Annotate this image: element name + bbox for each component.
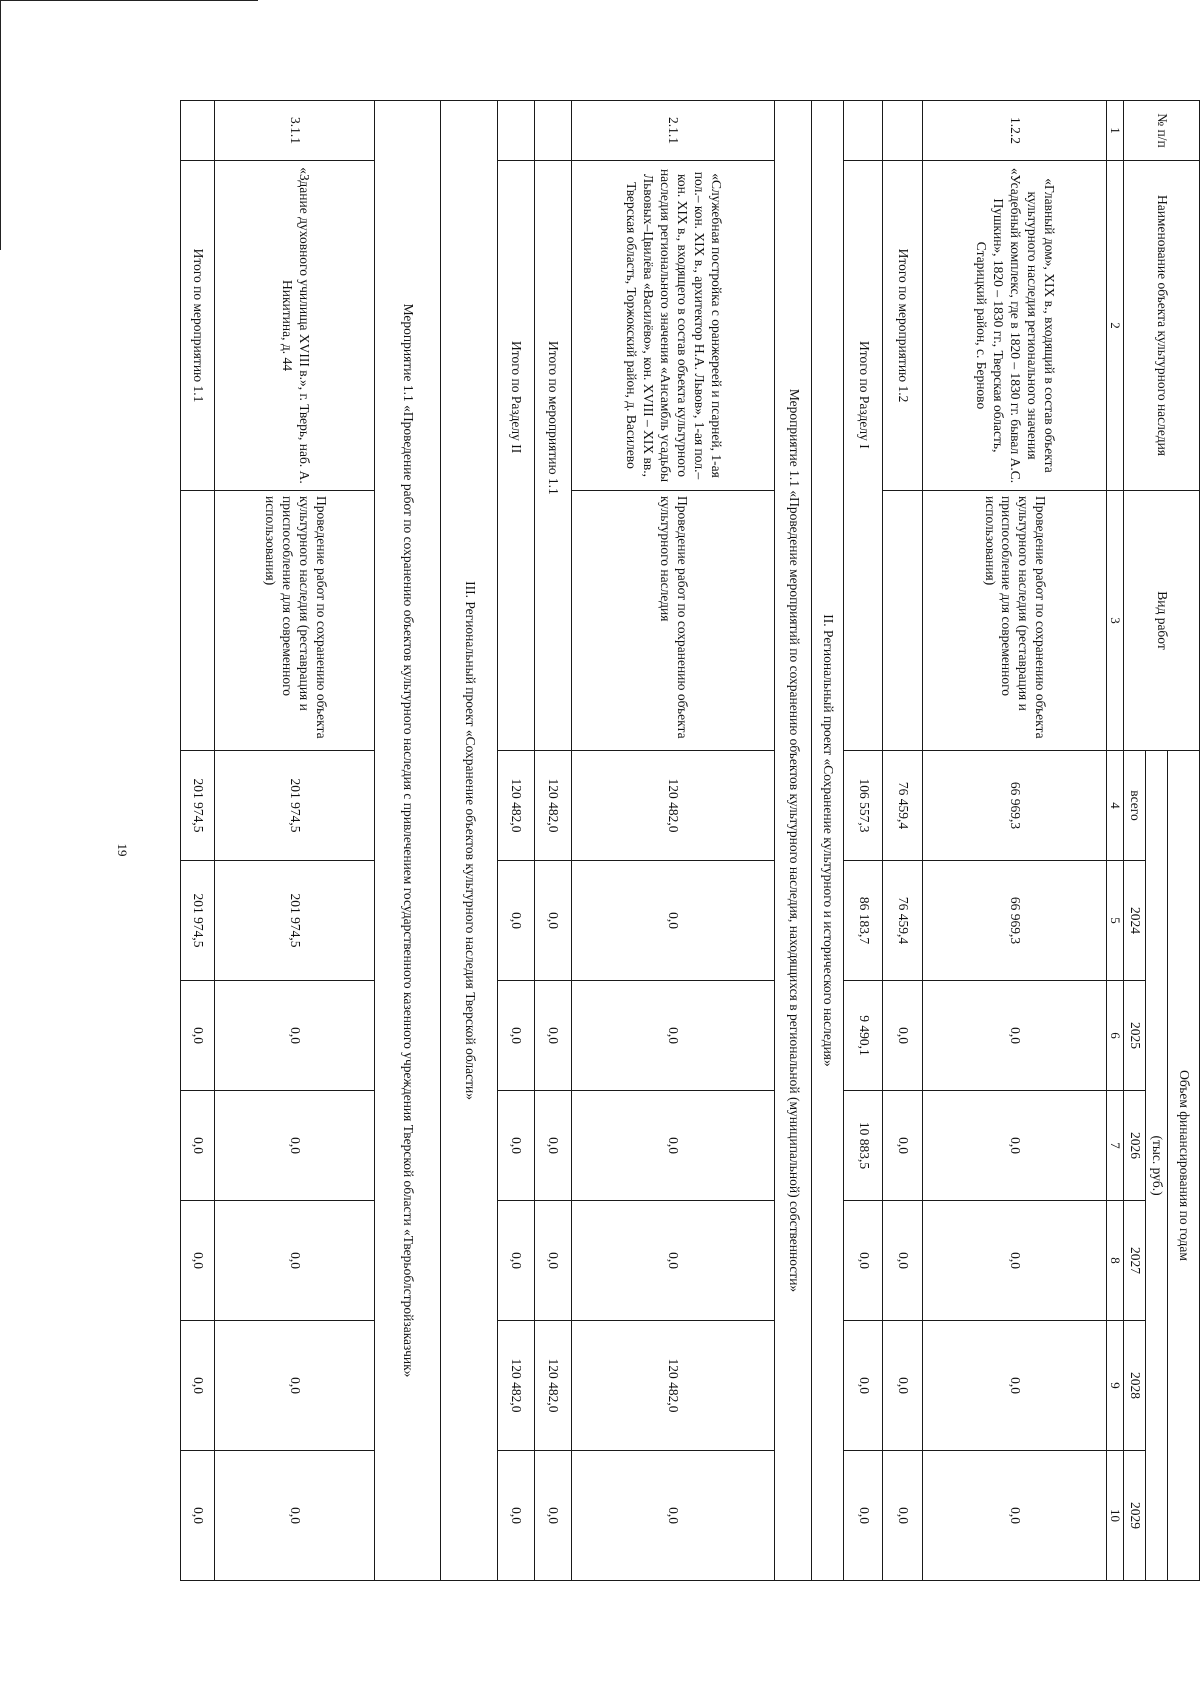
value-2025: 0,0 bbox=[181, 981, 216, 1091]
value-2026: 0,0 bbox=[534, 1091, 571, 1201]
subtotal-label: Итого по мероприятию 1.2 bbox=[883, 161, 922, 491]
value-2027: 0,0 bbox=[922, 1201, 1106, 1321]
column-number: 3 bbox=[1107, 491, 1124, 751]
empty-cell bbox=[883, 491, 922, 751]
value-2028: 0,0 bbox=[844, 1321, 883, 1451]
column-number: 2 bbox=[1107, 161, 1124, 491]
section-row bbox=[775, 101, 812, 1581]
value-2029: 0,0 bbox=[883, 1451, 922, 1581]
column-number: 10 bbox=[1107, 1451, 1124, 1581]
empty-cell bbox=[181, 491, 216, 751]
value-total: 120 482,0 bbox=[497, 751, 534, 861]
value-2026: 0,0 bbox=[883, 1091, 922, 1201]
column-number: 4 bbox=[1107, 751, 1124, 861]
value-2029: 0,0 bbox=[844, 1451, 883, 1581]
value-2029: 0,0 bbox=[534, 1451, 571, 1581]
empty-cell bbox=[497, 101, 534, 161]
empty-cell bbox=[844, 101, 883, 161]
value-2026: 0,0 bbox=[215, 1091, 375, 1201]
rotated-document bbox=[180, 100, 1200, 1580]
value-2024: 76 459,4 bbox=[883, 861, 922, 981]
empty-cell bbox=[534, 101, 571, 161]
value-2026: 0,0 bbox=[497, 1091, 534, 1201]
header-work: Вид работ bbox=[1124, 491, 1200, 751]
table-row bbox=[883, 101, 922, 1581]
heritage-object-name: «Главный дом», XIX в., входящий в состав объекта культурного наследия регионального значения «Усадебный комплекс, где в 1820 – 1830 гг. бывал А.С. Пушкин», 1820 – 1830 гг., Тверская область, Старицкий район, с. Берново bbox=[922, 161, 1106, 491]
value-2025: 0,0 bbox=[215, 981, 375, 1091]
row-number: 3.1.1 bbox=[215, 101, 375, 161]
value-total: 120 482,0 bbox=[571, 751, 775, 861]
measure-title: Мероприятие 1.1 «Проведение мероприятий по сохранению объектов культурного наследия, находящихся в региональной (муниципальной) собственности» bbox=[775, 101, 812, 1581]
table-row bbox=[922, 101, 1106, 1581]
work-type: Проведение работ по сохранению объекта культурного наследия (реставрация и приспособление для современного использования) bbox=[922, 491, 1106, 751]
total-label: Итого по Разделу II bbox=[497, 161, 534, 751]
subtotal-label: Итого по мероприятию 1.1 bbox=[181, 161, 216, 491]
header-funding: Объем финансирования по годам bbox=[1168, 751, 1200, 1581]
table-row bbox=[215, 101, 375, 1581]
value-2029: 0,0 bbox=[922, 1451, 1106, 1581]
table-row bbox=[497, 101, 534, 1581]
value-2025: 9 490,1 bbox=[844, 981, 883, 1091]
row-number: 1.2.2 bbox=[922, 101, 1106, 161]
value-2026: 0,0 bbox=[181, 1091, 216, 1201]
value-2026: 10 883,5 bbox=[844, 1091, 883, 1201]
scan-edge-line bbox=[0, 0, 1, 250]
header-year: 2026 bbox=[1124, 1091, 1146, 1201]
value-2024: 86 183,7 bbox=[844, 861, 883, 981]
value-total: 201 974,5 bbox=[215, 751, 375, 861]
value-total: 106 557,3 bbox=[844, 751, 883, 861]
header-year: 2028 bbox=[1124, 1321, 1146, 1451]
heritage-object-name: «Здание духовного училища XVIII в.», г. Тверь, наб. А. Никитина, д. 44 bbox=[215, 161, 375, 491]
value-2024: 0,0 bbox=[497, 861, 534, 981]
value-total: 76 459,4 bbox=[883, 751, 922, 861]
work-type: Проведение работ по сохранению объекта культурного наследия (реставрация и приспособление для современного использования) bbox=[215, 491, 375, 751]
section-row bbox=[441, 101, 497, 1581]
funding-table bbox=[180, 100, 1200, 1581]
value-2024: 0,0 bbox=[534, 861, 571, 981]
total-label: Итого по Разделу I bbox=[844, 161, 883, 751]
empty-cell bbox=[181, 101, 216, 161]
value-2027: 0,0 bbox=[215, 1201, 375, 1321]
scan-edge-line bbox=[0, 0, 258, 1]
value-2028: 120 482,0 bbox=[497, 1321, 534, 1451]
table-row bbox=[181, 101, 216, 1581]
value-2024: 201 974,5 bbox=[215, 861, 375, 981]
heritage-object-name: «Служебная постройка с оранжереей и псарней, 1-ая пол.– кон. XIX в., архитектор Н.А. Львов», 1-ая пол.– кон. XIX в., входящего в состав объекта культурного наследия регионального значения «Ансамбль усадьбы Львовых–Цвилёва «Василёво», кон. XVIII – XIX вв., Тверская область, Торжокский район, д. Василево bbox=[571, 161, 775, 491]
value-2026: 0,0 bbox=[922, 1091, 1106, 1201]
value-2027: 0,0 bbox=[844, 1201, 883, 1321]
value-2024: 0,0 bbox=[571, 861, 775, 981]
value-total: 120 482,0 bbox=[534, 751, 571, 861]
subtotal-label: Итого по мероприятию 1.1 bbox=[534, 161, 571, 751]
column-number: 9 bbox=[1107, 1321, 1124, 1451]
value-2028: 0,0 bbox=[215, 1321, 375, 1451]
measure-title: Мероприятие 1.1 «Проведение работ по сохранению объектов культурного наследия с привлечением государственного казенного учреждения Тверской области «Тверьоблстройзаказчик» bbox=[375, 101, 441, 1581]
value-2029: 0,0 bbox=[497, 1451, 534, 1581]
table-row bbox=[534, 101, 571, 1581]
value-2025: 0,0 bbox=[883, 981, 922, 1091]
section-row bbox=[375, 101, 441, 1581]
value-total: 66 969,3 bbox=[922, 751, 1106, 861]
header-year: 2027 bbox=[1124, 1201, 1146, 1321]
header-num: № п/п bbox=[1124, 101, 1200, 161]
row-number: 2.1.1 bbox=[571, 101, 775, 161]
value-2027: 0,0 bbox=[497, 1201, 534, 1321]
table-row bbox=[571, 101, 775, 1581]
value-2024: 66 969,3 bbox=[922, 861, 1106, 981]
value-2025: 0,0 bbox=[534, 981, 571, 1091]
value-2025: 0,0 bbox=[922, 981, 1106, 1091]
header-year: 2024 bbox=[1124, 861, 1146, 981]
value-2027: 0,0 bbox=[181, 1201, 216, 1321]
section-row bbox=[812, 101, 844, 1581]
value-2024: 201 974,5 bbox=[181, 861, 216, 981]
header-name: Наименование объекта культурного наследия bbox=[1124, 161, 1200, 491]
header-year: 2025 bbox=[1124, 981, 1146, 1091]
work-type: Проведение работ по сохранению объекта культурного наследия bbox=[571, 491, 775, 751]
value-2026: 0,0 bbox=[571, 1091, 775, 1201]
empty-cell bbox=[883, 101, 922, 161]
value-2027: 0,0 bbox=[883, 1201, 922, 1321]
value-2025: 0,0 bbox=[571, 981, 775, 1091]
value-2028: 0,0 bbox=[181, 1321, 216, 1451]
column-number: 5 bbox=[1107, 861, 1124, 981]
column-number: 6 bbox=[1107, 981, 1124, 1091]
value-2027: 0,0 bbox=[534, 1201, 571, 1321]
section-title: III. Региональный проект «Сохранение объектов культурного наследия Тверской области» bbox=[441, 101, 497, 1581]
header-unit: (тыс. руб.) bbox=[1146, 751, 1168, 1581]
column-number: 1 bbox=[1107, 101, 1124, 161]
value-2029: 0,0 bbox=[571, 1451, 775, 1581]
value-2028: 0,0 bbox=[883, 1321, 922, 1451]
value-2029: 0,0 bbox=[181, 1451, 216, 1581]
table-row bbox=[844, 101, 883, 1581]
value-2027: 0,0 bbox=[571, 1201, 775, 1321]
value-2028: 120 482,0 bbox=[534, 1321, 571, 1451]
column-number: 8 bbox=[1107, 1201, 1124, 1321]
value-2025: 0,0 bbox=[497, 981, 534, 1091]
header-total: всего bbox=[1124, 751, 1146, 861]
section-title: II. Региональный проект «Сохранение культурного и исторического наследия» bbox=[812, 101, 844, 1581]
header-year: 2029 bbox=[1124, 1451, 1146, 1581]
value-2029: 0,0 bbox=[215, 1451, 375, 1581]
page-number: 19 bbox=[115, 843, 130, 857]
value-2028: 120 482,0 bbox=[571, 1321, 775, 1451]
value-2028: 0,0 bbox=[922, 1321, 1106, 1451]
value-total: 201 974,5 bbox=[181, 751, 216, 861]
column-number: 7 bbox=[1107, 1091, 1124, 1201]
